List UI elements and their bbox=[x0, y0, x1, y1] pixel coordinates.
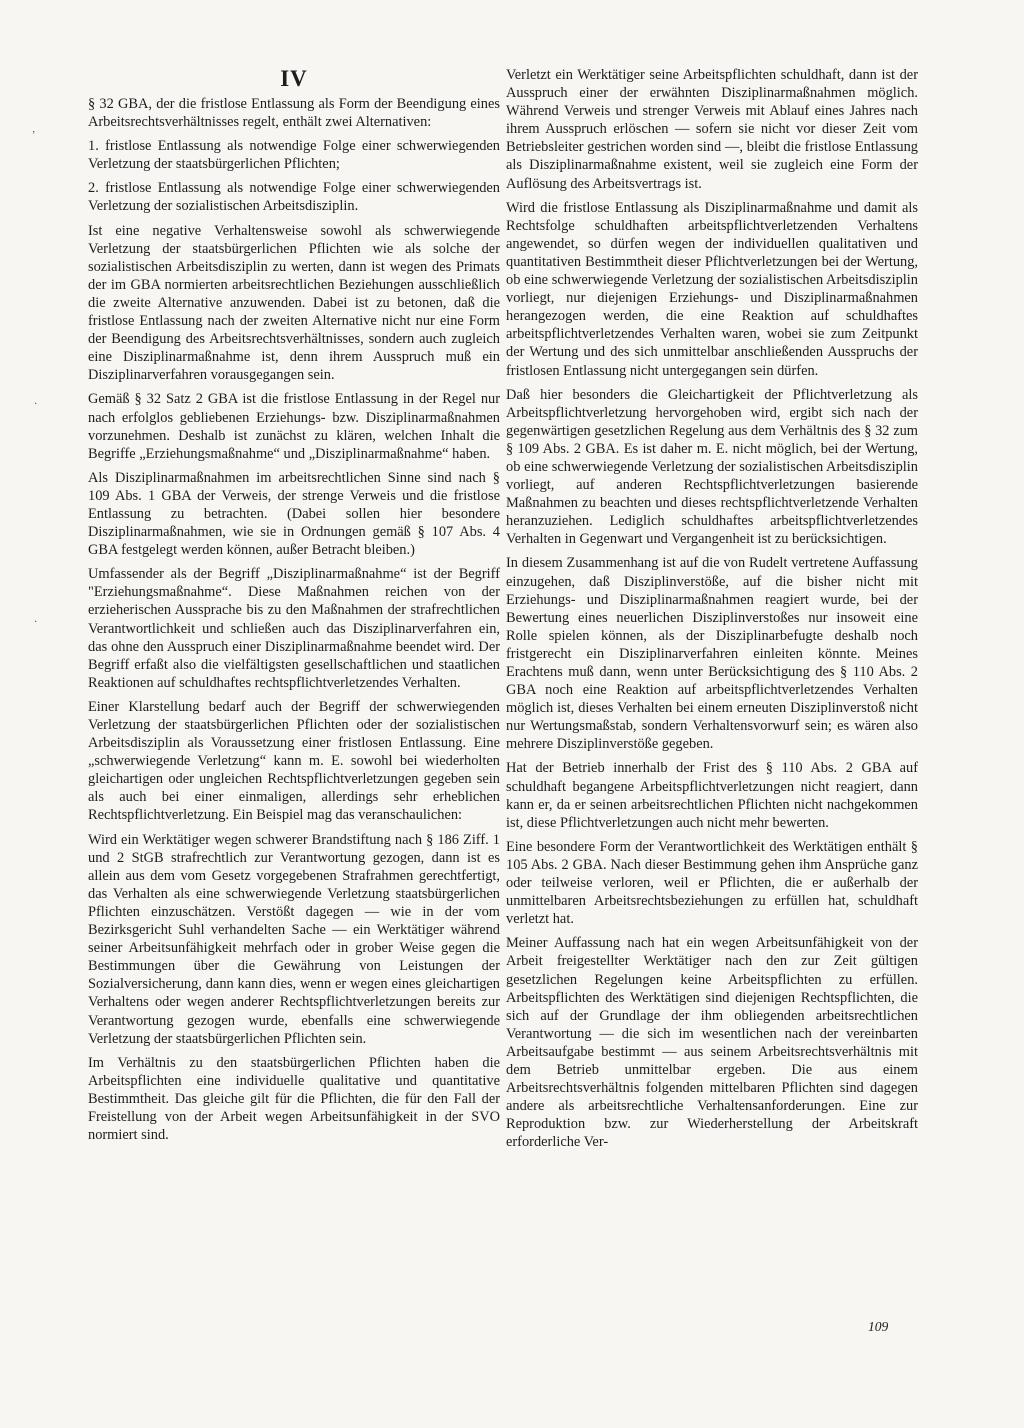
paragraph: § 32 GBA, der die fristlose Entlassung als Form der Beendigung eines Arbeitsrechtsverhältnisses regelt, enthält zwei Alternativen: bbox=[88, 96, 500, 131]
right-column bbox=[506, 66, 918, 1157]
margin-mark: ‚ bbox=[32, 124, 36, 135]
margin-mark: ․ bbox=[34, 396, 38, 407]
paragraph: Umfassender als der Begriff „Disziplinarmaßnahme“ ist der Begriff "Erziehungsmaßnahme“. Diese Maßnahmen reichen von der erzieherischen Aussprache bis zu den Maßnahmen der strafrechtlichen Verantwortlichkeit und schließen auch das Disziplinarverfahren ein, das ohne den Ausspruch einer Disziplinarmaßnahme beendet wird. Der Begriff erfaßt also die vielfältigsten gesellschaftlichen und staatlichen Reaktionen auf schuldhaftes rechtspflichtverletzendes Verhalten. bbox=[88, 566, 500, 691]
paragraph: Ist eine negative Verhaltensweise sowohl als schwerwiegende Verletzung der staatsbürgerlichen Pflichten wie als solche der sozialistischen Arbeitsdisziplin zu werten, dann ist wegen des Primats der im GBA normierten arbeitsrechtlichen Beziehungen ausschließlich die zweite Alternative anzuwenden. Dabei ist zu betonen, daß die fristlose Entlassung nach der zweiten Alternative nicht nur eine Form der Beendigung des Arbeitsrechtsverhältnisses, sondern auch zugleich eine Disziplinarmaßnahme ist, denn ihrem Ausspruch muß ein Disziplinarverfahren vorausgegangen sein. bbox=[88, 222, 500, 384]
paragraph: 2. fristlose Entlassung als notwendige Folge einer schwerwiegenden Verletzung der sozialistischen Arbeitsdisziplin. bbox=[88, 180, 500, 215]
paragraph: Hat der Betrieb innerhalb der Frist des § 110 Abs. 2 GBA auf schuldhaft begangene Arbeitspflichtverletzungen nicht reagiert, dann kann er, da er seinen arbeitsrechtlichen Pflichten nicht nachgekommen ist, diese Pflichtverletzungen auch nicht mehr bewerten. bbox=[506, 760, 918, 831]
paragraph: Einer Klarstellung bedarf auch der Begriff der schwerwiegenden Verletzung der staatsbürgerlichen Pflichten oder der sozialistischen Arbeitsdisziplin als Voraussetzung einer fristlosen Entlassung. Eine „schwerwiegende Verletzung“ kann m. E. sowohl bei wiederholten gleichartigen oder ungleichen Rechtspflichtverletzungen gegeben sein als auch bei einer einmaligen, allerdings sehr erheblichen Rechtspflichtverletzung. Ein Beispiel mag das veranschaulichen: bbox=[88, 698, 500, 824]
paragraph: Wird ein Werktätiger wegen schwerer Brandstiftung nach § 186 Ziff. 1 und 2 StGB strafrechtlich zur Verantwortung gezogen, dann ist es allein aus dem vom Gesetz vorgegebenen Strafrahmen gerechtfertigt, das Verhalten als eine schwerwiegende Verletzung staatsbürgerlichen Pflichten einzuschätzen. Verstößt dagegen — wie in der vom Bezirksgericht Suhl verhandelten Sache — ein Werktätiger während seiner Arbeitsunfähigkeit mehrfach oder in grober Weise gegen die Bestimmungen über die Gewährung von Leistungen der Sozialversicherung, dann kann dies, wenn er wegen eines gleichartigen Verhaltens oder wegen anderer Rechtspflichtverletzungen bereits zur Verantwortung gezogen wurde, ebenfalls eine schwerwiegende Verletzung der staatsbürgerlichen Pflichten sein. bbox=[88, 831, 500, 1047]
paragraph: Im Verhältnis zu den staatsbürgerlichen Pflichten haben die Arbeitspflichten eine individuelle qualitative und quantitative Bestimmtheit. Das gleiche gilt für die Pflichten, die für den Fall der Freistellung von der Arbeit wegen Arbeitsunfähigkeit in der SVO normiert sind. bbox=[88, 1054, 500, 1144]
paragraph: Als Disziplinarmaßnahmen im arbeitsrechtlichen Sinne sind nach § 109 Abs. 1 GBA der Verweis, der strenge Verweis und die fristlose Entlassung zu betrachten. (Dabei sollen hier besondere Disziplinarmaßnahmen, wie sie in Ordnungen gemäß § 107 Abs. 4 GBA festgelegt werden können, außer Betracht bleiben.) bbox=[88, 469, 500, 559]
paragraph: In diesem Zusammenhang ist auf die von Rudelt vertretene Auffassung einzugehen, daß Disziplinverstöße, auf die bisher nicht mit Erziehungs- und Disziplinarmaßnahmen reagiert wurde, bei der Bewertung eines neuerlichen Disziplinverstoßes nur insoweit eine Rolle spielen können, als der Disziplinarbefugte deshalb noch fristgerecht ein Disziplinarverfahren einleiten könnte. Meines Erachtens muß dann, wenn unter Berücksichtigung des § 110 Abs. 2 GBA noch eine Reaktion auf arbeitspflichtverletzendes Verhalten möglich ist, dieses Verhalten bei einem erneuten Disziplinverstoß nicht nur Wertungsmaßstab, sondern Verhaltensvorwurf sein; es wären also mehrere Disziplinverstöße gegeben. bbox=[506, 555, 918, 753]
paragraph: Meiner Auffassung nach hat ein wegen Arbeitsunfähigkeit von der Arbeit freigestellter Werktätiger nach den zur Zeit gültigen gesetzlichen Regelungen keine Arbeitspflichten zu erfüllen. Arbeitspflichten des Werktätigen sind diejenigen Rechtspflichten, die sich auf der Grundlage der ihm obliegenden arbeitsrechtlichen Verantwortung — die sich im wesentlichen nach der vereinbarten Arbeitsaufgabe bestimmt — aus seinem Arbeitsrechtsverhältnis mit dem Betrieb unmittelbar ergeben. Die aus einem Arbeitsrechtsverhältnis folgenden mittelbaren Pflichten sind dagegen andere als arbeitsrechtliche Verhaltensanforderungen. Eine zur Reproduktion bzw. zur Wiederherstellung der Arbeitskraft erforderliche Ver- bbox=[506, 935, 918, 1151]
paragraph: Eine besondere Form der Verantwortlichkeit des Werktätigen enthält § 105 Abs. 2 GBA. Nach dieser Bestimmung gehen ihm Ansprüche ganz oder teilweise verloren, weil er Pflichten, die er außerhalb der unmittelbaren Arbeitsrechtsbeziehungen zu erfüllen hat, schuldhaft verletzt hat. bbox=[506, 838, 918, 928]
margin-mark: ․ bbox=[34, 614, 38, 625]
paragraph: 1. fristlose Entlassung als notwendige Folge einer schwerwiegenden Verletzung der staatsbürgerlichen Pflichten; bbox=[88, 138, 500, 173]
paragraph: Wird die fristlose Entlassung als Disziplinarmaßnahme und damit als Rechtsfolge schuldhaften arbeitspflichtverletzenden Verhaltens angewendet, so dürfen wegen der individuellen qualitativen und quantitativen Bestimmtheit dieser Pflichtverletzungen bei der Wertung, ob eine schwerwiegende Verletzung der sozialistischen Arbeitsdisziplin vorliegt, nur diejenigen Erziehungs- und Disziplinarmaßnahmen herangezogen werden, die eine Reaktion auf schuldhaftes arbeitspflichtverletzendes Verhalten waren, wobei sie zum Zeitpunkt der Wertung und des sich unmittelbar anschließenden Ausspruchs der fristlosen Entlassung nicht untergegangen sein dürfen. bbox=[506, 199, 918, 379]
paragraph: Verletzt ein Werktätiger seine Arbeitspflichten schuldhaft, dann ist der Ausspruch einer der erwähnten Disziplinarmaßnahmen möglich. Während Verweis und strenger Verweis mit Ablauf eines Jahres nach ihrem Ausspruch erlöschen — sofern sie nicht vor dieser Zeit vom Betriebsleiter gestrichen worden sind —, bleibt die fristlose Entlassung als Disziplinarmaßnahme existent, weil sie zugleich eine Form der Auflösung des Arbeitsvertrags ist. bbox=[506, 67, 918, 192]
left-column bbox=[88, 66, 500, 1150]
paragraph: Daß hier besonders die Gleichartigkeit der Pflichtverletzung als Arbeitspflichtverletzung hervorgehoben wird, ergibt sich nach der gegenwärtigen gesetzlichen Regelung aus dem Verhältnis des § 32 zum § 109 Abs. 2 GBA. Es ist daher m. E. nicht möglich, bei der Wertung, ob eine schwerwiegende Verletzung der sozialistischen Arbeitsdisziplin vorliegt, auf anderen Rechtspflichtverletzungen basierende Maßnahmen zu beachten und dieses rechtspflichtverletzende Verhalten heranzuziehen. Lediglich schuldhaftes arbeitspflichtverletzendes Verhalten in Gegenwart und Vergangenheit ist zu berücksichtigen. bbox=[506, 386, 918, 548]
section-heading: IV bbox=[280, 66, 308, 91]
page-number: 109 bbox=[868, 1319, 889, 1334]
paragraph: Gemäß § 32 Satz 2 GBA ist die fristlose Entlassung in der Regel nur nach erfolglos gebliebenen Erziehungs- bzw. Disziplinarmaßnahmen vorzunehmen. Deshalb ist zunächst zu klären, welchen Inhalt die Begriffe „Erziehungsmaßnahme“ und „Disziplinarmaßnahme“ haben. bbox=[88, 391, 500, 462]
